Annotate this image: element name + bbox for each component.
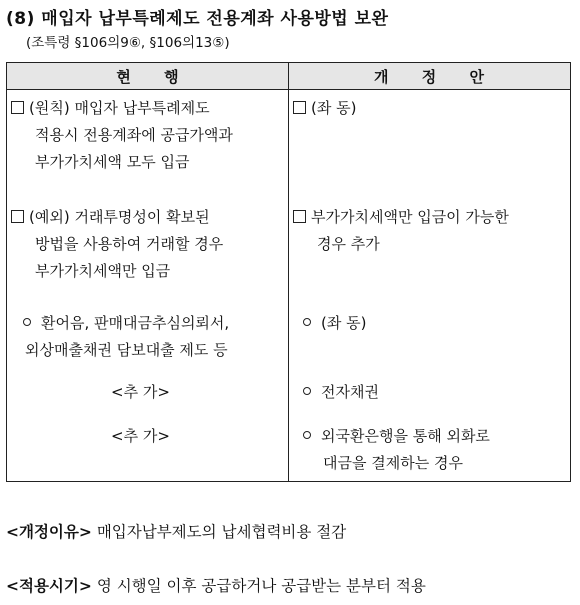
checkbox-square-icon	[293, 101, 306, 114]
table-row-proposed: 부가가치세액만 입금이 가능한 경우 추가	[293, 204, 509, 258]
table-row-current: <추 가>	[111, 427, 170, 445]
reason-label: <개정이유>	[6, 523, 92, 541]
reason-text: 매입자납부제도의 납세협력비용 절감	[96, 523, 347, 541]
table-row-proposed: 외국환은행을 통해 외화로 대금을 결제하는 경우	[303, 423, 490, 477]
legal-reference: (조특령 §106의9⑥, §106의13⑤)	[26, 35, 230, 51]
bullet-circle-icon	[303, 387, 311, 395]
table-row-current: (원칙) 매입자 납부특례제도 적용시 전용계좌에 공급가액과 부가가치세액 모두 입금	[11, 95, 233, 176]
table-row-current: (예외) 거래투명성이 확보된 방법을 사용하여 거래할 경우 부가가치세액만 입금	[11, 204, 223, 285]
header-proposed: 개 정 안	[374, 68, 498, 86]
table-row-proposed: 전자채권	[303, 379, 379, 406]
timing-line	[6, 574, 426, 596]
timing-label: <적용시기>	[6, 577, 92, 595]
checkbox-square-icon	[11, 210, 24, 223]
timing-text: 영 시행일 이후 공급하거나 공급받는 분부터 적용	[96, 577, 426, 595]
table-row-proposed: (좌 동)	[303, 310, 366, 337]
comparison-table	[6, 62, 571, 482]
column-divider	[288, 63, 289, 481]
table-row-proposed: (좌 동)	[293, 95, 356, 122]
reason-line	[6, 520, 346, 542]
section-title: (8) 매입자 납부특례제도 전용계좌 사용방법 보완	[6, 9, 389, 29]
bullet-circle-icon	[303, 431, 311, 439]
bullet-circle-icon	[303, 318, 311, 326]
header-current: 현 행	[116, 68, 193, 86]
checkbox-square-icon	[293, 210, 306, 223]
table-row-current: 환어음, 판매대금추심의뢰서, 외상매출채권 담보대출 제도 등	[25, 314, 230, 359]
table-row-current: <추 가>	[111, 383, 170, 401]
bullet-circle-icon	[23, 318, 31, 326]
checkbox-square-icon	[11, 101, 24, 114]
